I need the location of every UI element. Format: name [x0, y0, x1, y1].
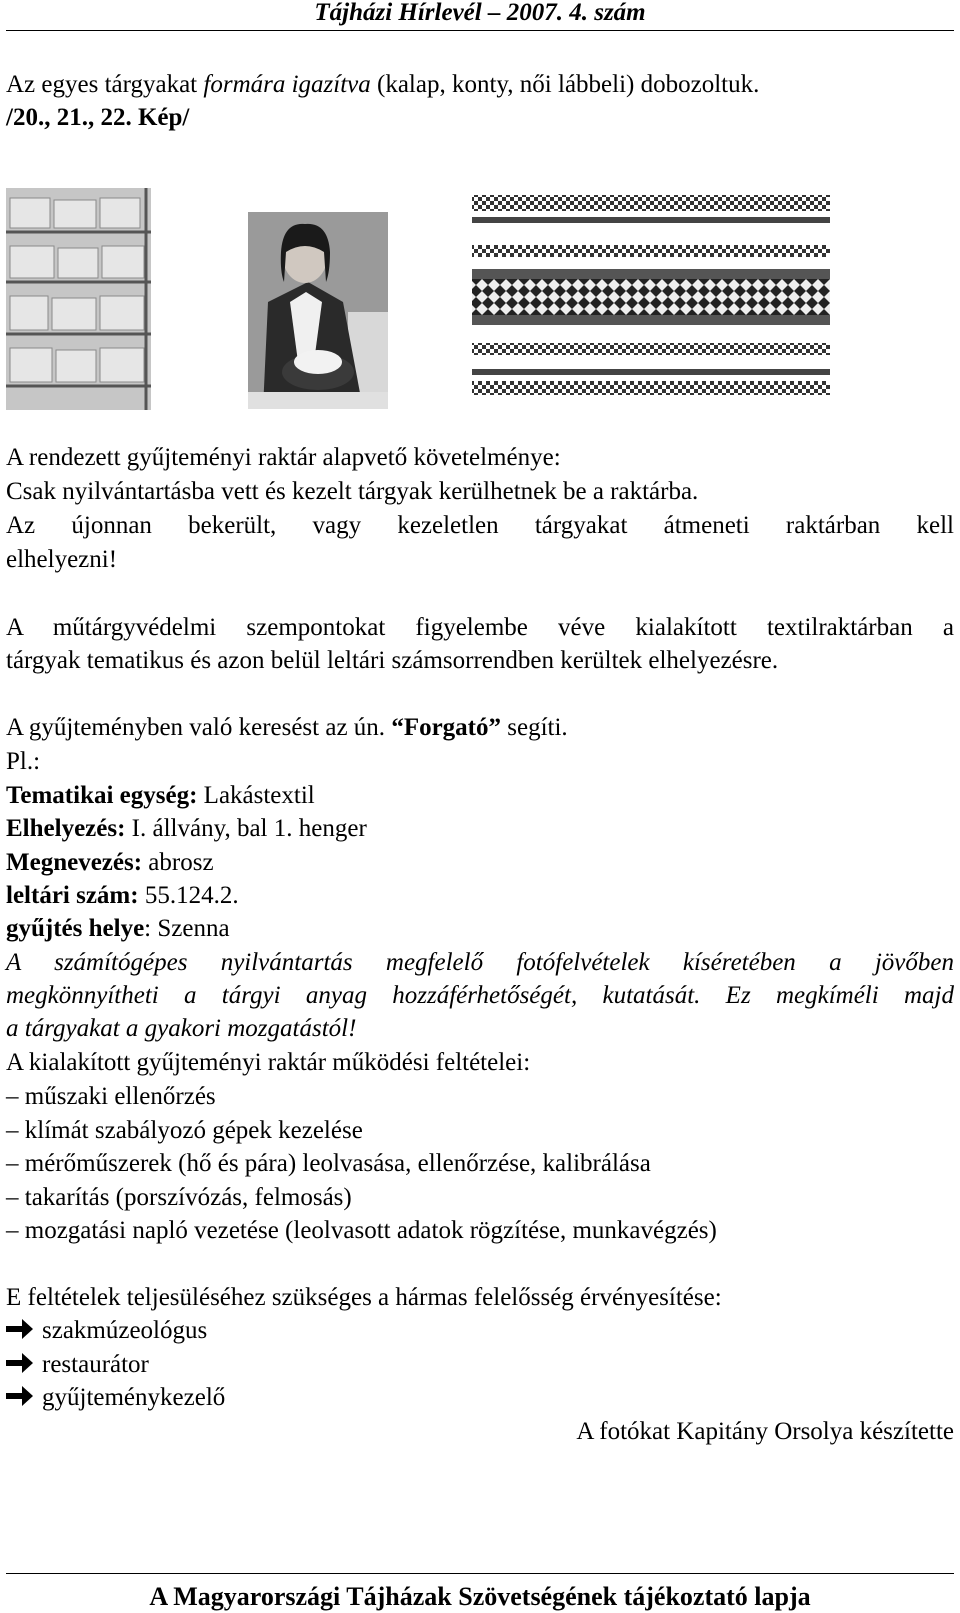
photo-embroidered-textile-image: [470, 165, 832, 405]
storage-line-2: tárgyak tematikus és azon belül leltári számsorrendben kerültek elhelyezésre.: [6, 647, 779, 674]
record-name-label: Megnevezés:: [6, 849, 143, 876]
responsibility-item: [6, 1350, 954, 1380]
photo-shelved-boxes: [6, 188, 151, 410]
arrow-right-icon: [6, 1318, 34, 1340]
record-theme-label: Tematikai egység:: [6, 782, 198, 809]
arrow-right-icon: [6, 1352, 34, 1374]
requirements-line-1: A rendezett gyűjteményi raktár alapvető követelménye:: [6, 444, 561, 471]
photo-embroidered-textile: [470, 165, 832, 405]
intro-text-end: (kalap, konty, női lábbeli) dobozoltuk.: [370, 71, 760, 98]
picture-reference: /20., 21., 22. Kép/: [6, 104, 190, 131]
example-label: Pl.:: [6, 748, 41, 775]
newsletter-header: Tájházi Hírlevél – 2007. 4. szám: [314, 0, 646, 26]
responsibility-item: [6, 1316, 954, 1346]
digital-line-2: megkönnyítheti a tárgyi anyag hozzáférhetőségét, kutatását. Ez megkíméli majd: [6, 982, 954, 1009]
record-location-value: I. állvány, bal 1. henger: [125, 815, 367, 842]
search-text: [6, 713, 954, 743]
requirements-line-3: Az újonnan bekerült, vagy kezeletlen tárgyakat átmeneti raktárban kell: [6, 512, 954, 539]
condition-item: – műszaki ellenőrzés: [6, 1083, 216, 1110]
record-place: [6, 914, 954, 944]
requirements-line-2: Csak nyilvántartásba vett és kezelt tárgyak kerülhetnek be a raktárba.: [6, 478, 699, 505]
record-name-value: abrosz: [142, 849, 214, 876]
photo-woman-packing-hat: [248, 212, 388, 409]
requirements-line-4: elhelyezni!: [6, 546, 118, 573]
forgato-label: “Forgató”: [391, 714, 502, 741]
condition-item: – mérőműszerek (hő és pára) leolvasása, ellenőrzése, kalibrálása: [6, 1150, 651, 1177]
record-location-label: Elhelyezés:: [6, 815, 126, 842]
responsibility-item-label: szakmúzeológus: [42, 1317, 208, 1344]
search-text-end: segíti.: [501, 714, 568, 741]
newsletter-footer: A Magyarországi Tájházak Szövetségének tájékoztató lapja: [149, 1582, 811, 1611]
header-rule: [6, 30, 954, 31]
photo-credit: A fotókat Kapitány Orsolya készítette: [576, 1418, 954, 1445]
record-theme-value: Lakástextil: [197, 782, 315, 809]
condition-item: – takarítás (porszívózás, felmosás): [6, 1184, 352, 1211]
record-inventory-label: leltári szám:: [6, 882, 139, 909]
record-inventory: [6, 881, 954, 911]
responsibility-title: E feltételek teljesüléséhez szükséges a hármas felelősség érvényesítése:: [6, 1284, 722, 1311]
photo-woman-packing-hat-image: [248, 212, 388, 409]
intro-text-start: Az egyes tárgyakat: [6, 71, 204, 98]
responsibility-item-label: gyűjteménykezelő: [42, 1384, 226, 1411]
record-theme: [6, 781, 954, 811]
intro-text: [6, 70, 954, 100]
responsibility-item-label: restaurátor: [42, 1351, 149, 1378]
footer-rule: [6, 1573, 954, 1574]
search-text-start: A gyűjteményben való keresést az ún.: [6, 714, 392, 741]
record-place-value: : Szenna: [144, 915, 230, 942]
responsibility-item: [6, 1383, 954, 1413]
intro-italic: formára igazítva: [203, 71, 371, 98]
conditions-title: A kialakított gyűjteményi raktár működési feltételei:: [6, 1049, 531, 1076]
digital-line-3: a tárgyakat a gyakori mozgatástól!: [6, 1015, 357, 1042]
condition-item: – mozgatási napló vezetése (leolvasott adatok rögzítése, munkavégzés): [6, 1217, 717, 1244]
storage-line-1: A műtárgyvédelmi szempontokat figyelembe véve kialakított textilraktárban a: [6, 614, 954, 641]
digital-line-1: A számítógépes nyilvántartás megfelelő fotófelvételek kíséretében a jövőben: [6, 949, 954, 976]
record-inventory-value: 55.124.2.: [138, 882, 239, 909]
record-place-label: gyűjtés helye: [6, 915, 145, 942]
record-location: [6, 814, 954, 844]
condition-item: – klímát szabályozó gépek kezelése: [6, 1117, 363, 1144]
record-name: [6, 848, 954, 878]
photo-shelved-boxes-image: [6, 188, 151, 410]
arrow-right-icon: [6, 1385, 34, 1407]
